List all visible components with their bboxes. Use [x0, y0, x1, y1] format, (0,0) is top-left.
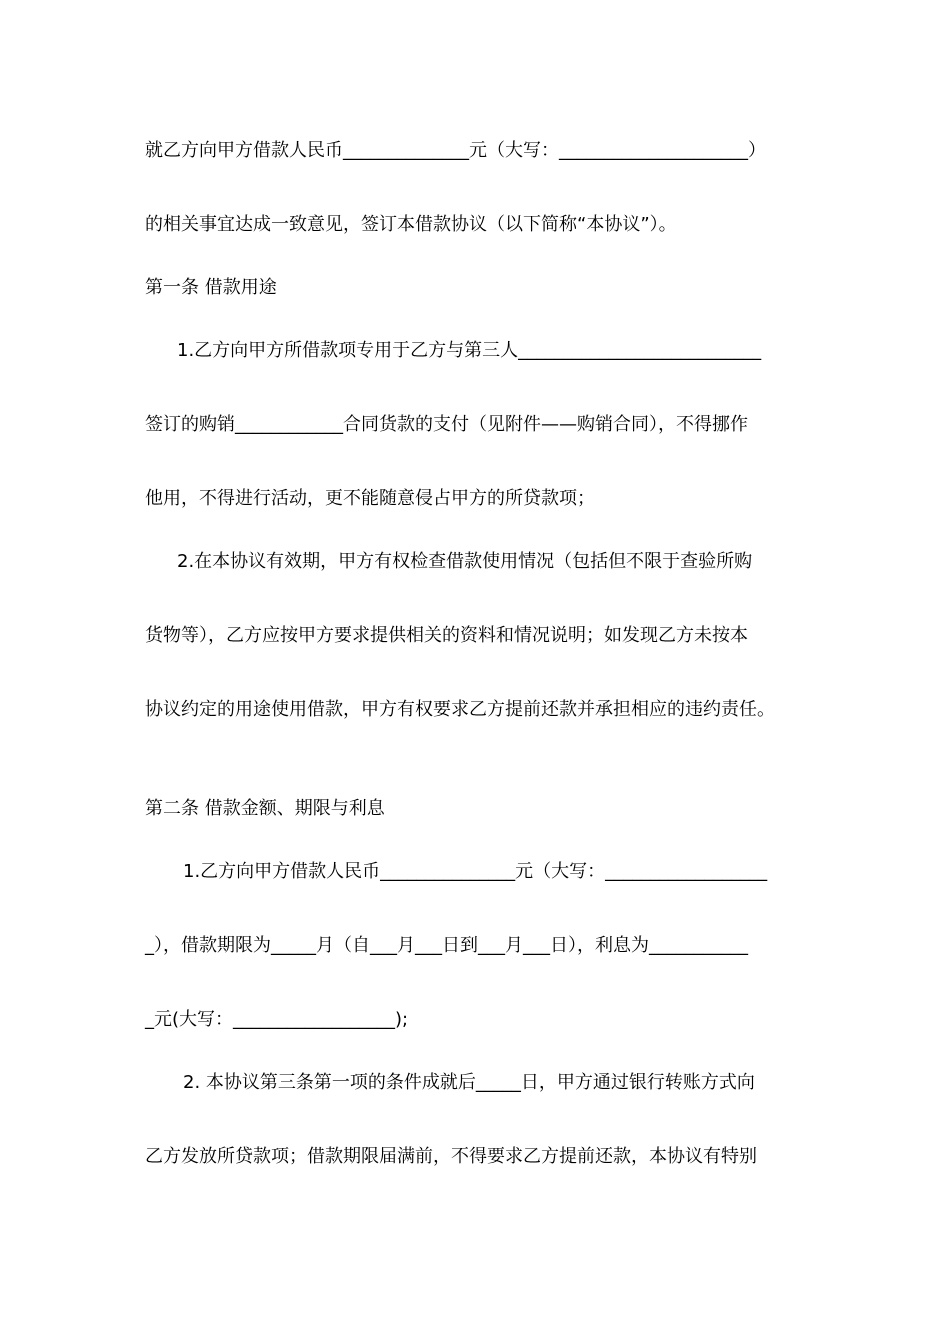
paragraph-line: 他用，不得进行活动，更不能随意侵占甲方的所贷款项；	[145, 488, 595, 509]
paragraph-line: 签订的购销____________合同货款的支付（见附件——购销合同），不得挪作	[145, 414, 748, 435]
paragraph-line: 就乙方向甲方借款人民币______________元（大写：_____________________）	[145, 140, 766, 161]
section-heading-1: 第一条 借款用途	[145, 277, 277, 298]
paragraph-line: 1.乙方向甲方借款人民币_______________元（大写：__________________	[183, 861, 768, 882]
paragraph-line: 2. 本协议第三条第一项的条件成就后_____日，甲方通过银行转账方式向	[183, 1072, 755, 1093]
paragraph-line: 协议约定的用途使用借款，甲方有权要求乙方提前还款并承担相应的违约责任。	[145, 699, 775, 720]
section-heading-2: 第二条 借款金额、期限与利息	[145, 798, 385, 819]
paragraph-line: 货物等），乙方应按甲方要求提供相关的资料和情况说明；如发现乙方未按本	[145, 625, 748, 646]
paragraph-line: _），借款期限为_____月（自___月___日到___月___日），利息为___________	[145, 935, 748, 956]
paragraph-line: 2.在本协议有效期，甲方有权检查借款使用情况（包括但不限于查验所购	[177, 551, 753, 572]
paragraph-line: 乙方发放所贷款项；借款期限届满前，不得要求乙方提前还款，本协议有特别	[145, 1146, 757, 1167]
paragraph-line: _元(大写：__________________);	[145, 1009, 409, 1030]
paragraph-line: 的相关事宜达成一致意见，签订本借款协议（以下简称“本协议”）。	[145, 214, 677, 235]
paragraph-line: 1.乙方向甲方所借款项专用于乙方与第三人___________________________	[177, 340, 762, 361]
